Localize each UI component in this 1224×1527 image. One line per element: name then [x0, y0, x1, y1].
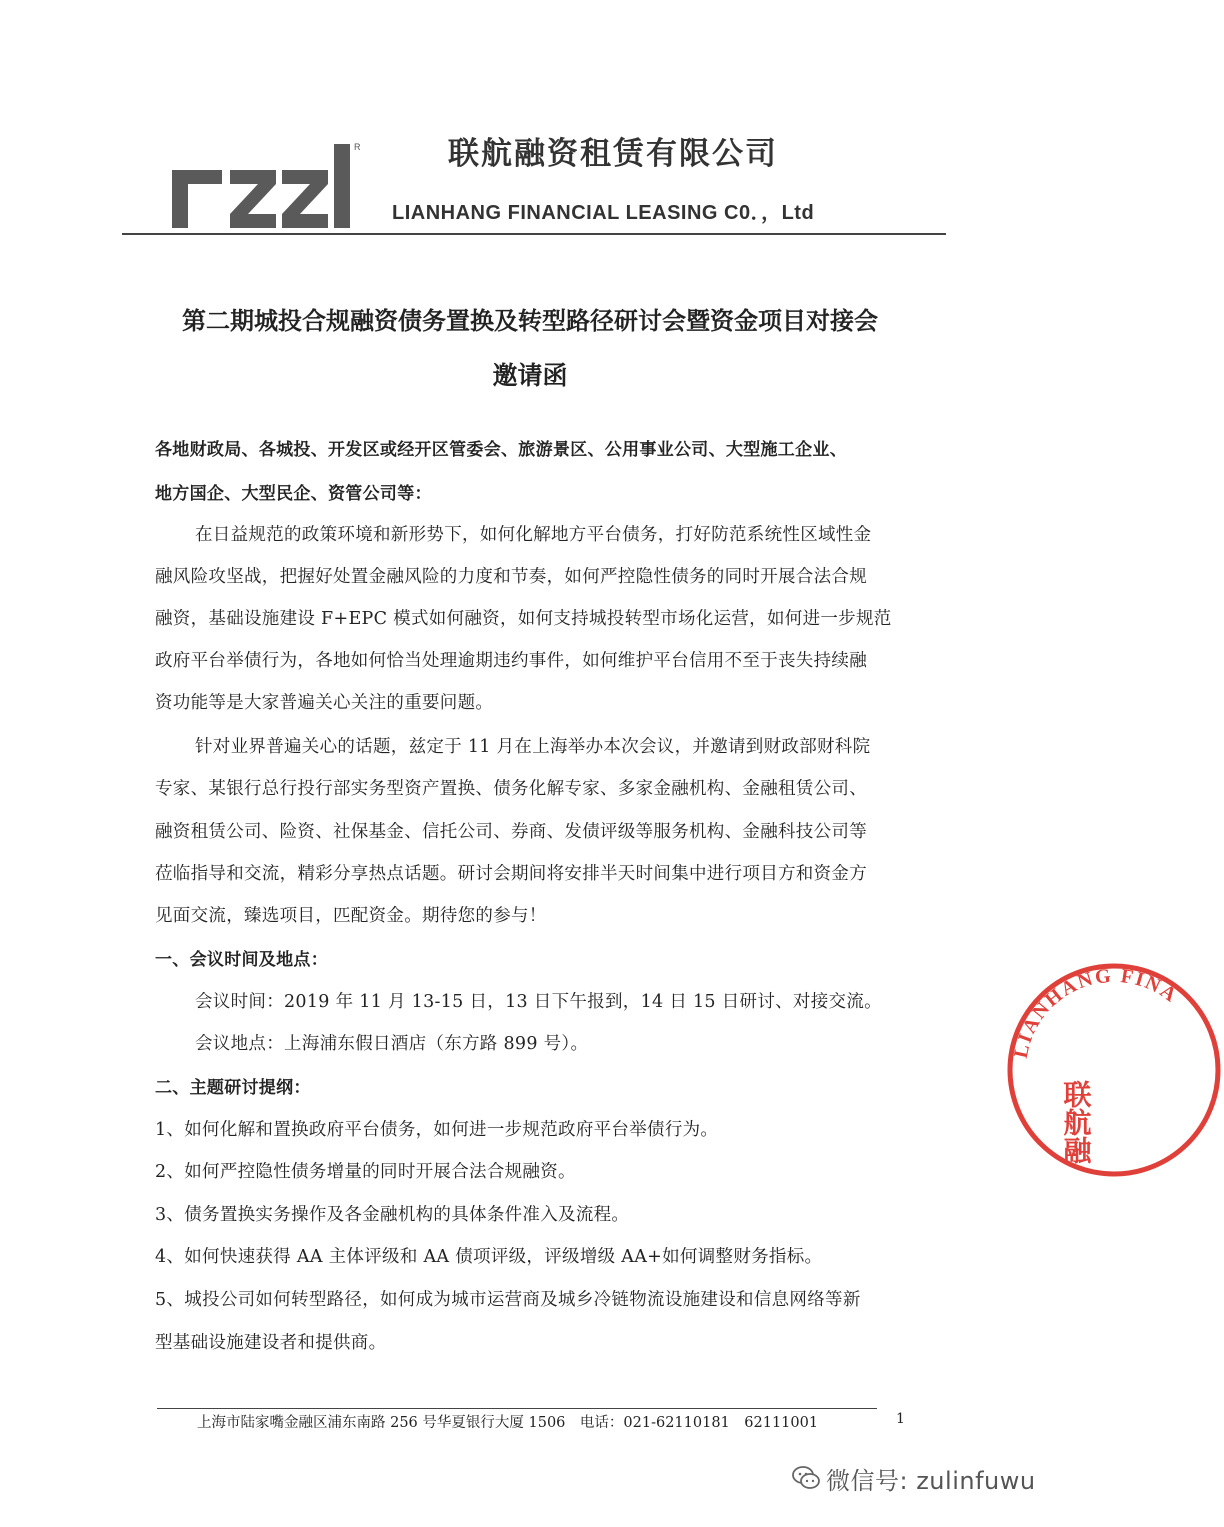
- wechat-watermark: [790, 1461, 1036, 1495]
- paragraph-2-line-1: 针对业界普遍关心的话题，兹定于 11 月在上海举办本次会议，并邀请到财政部财科院: [195, 737, 871, 757]
- paragraph-2-line-5: 见面交流，臻选项目，匹配资金。期待您的参与！: [155, 906, 547, 926]
- rzzl-logo: [172, 140, 362, 232]
- topic-item-4: 4、如何快速获得 AA 主体评级和 AA 债项评级，评级增级 AA+如何调整财务指标。: [155, 1247, 823, 1267]
- topic-item-2: 2、如何严控隐性债务增量的同时开展合法合规融资。: [155, 1162, 576, 1182]
- topic-item-3: 3、债务置换实务操作及各金融机构的具体条件准入及流程。: [155, 1205, 630, 1225]
- svg-text:联航融: 联航融: [1059, 1080, 1093, 1164]
- header-divider: [122, 233, 946, 235]
- paragraph-1-line-3: 融资，基础设施建设 F+EPC 模式如何融资，如何支持城投转型市场化运营，如何进一步规范: [155, 609, 892, 629]
- section-heading-2: 二、主题研讨提纲：: [155, 1078, 311, 1098]
- svg-text:LIANHANG FINA: LIANHANG FINA: [1009, 964, 1182, 1061]
- footer-address: 上海市陆家嘴金融区浦东南路 256 号华夏银行大厦 1506 电话：021-62110181 62111001: [197, 1415, 819, 1431]
- addressee-line-2: 地方国企、大型民企、资管公司等：: [155, 484, 432, 504]
- paragraph-1-line-5: 资功能等是大家普遍关心关注的重要问题。: [155, 693, 494, 713]
- document-subtitle: 邀请函: [492, 361, 568, 390]
- topic-item-1: 1、如何化解和置换政府平台债务，如何进一步规范政府平台举债行为。: [155, 1120, 719, 1140]
- paragraph-2-line-3: 融资租赁公司、险资、社保基金、信托公司、券商、发债评级等服务机构、金融科技公司等: [155, 822, 867, 842]
- meeting-time: 会议时间：2019 年 11 月 13-15 日，13 日下午报到，14 日 15 日研讨、对接交流。: [195, 992, 882, 1012]
- addressee-line-1: 各地财政局、各城投、开发区或经开区管委会、旅游景区、公用事业公司、大型施工企业、: [155, 440, 847, 460]
- paragraph-2-line-2: 专家、某银行总行投行部实务型资产置换、债务化解专家、多家金融机构、金融租赁公司、: [155, 779, 867, 799]
- paragraph-1-line-2: 融风险攻坚战，把握好处置金融风险的力度和节奏，如何严控隐性债务的同时开展合法合规: [155, 567, 867, 587]
- page-number: 1: [896, 1411, 905, 1427]
- company-seal: [1004, 960, 1224, 1180]
- section-heading-1: 一、会议时间及地点：: [155, 950, 328, 970]
- company-name-cn: 联航融资租赁有限公司: [448, 136, 778, 172]
- topic-item-5-line-2: 型基础设施建设者和提供商。: [155, 1333, 387, 1353]
- registered-mark: R: [354, 142, 361, 152]
- document-title: 第二期城投合规融资债务置换及转型路径研讨会暨资金项目对接会: [182, 307, 878, 335]
- footer-divider: [157, 1408, 877, 1409]
- company-name-en: LIANHANG FINANCIAL LEASING C0．，Ltd: [392, 202, 815, 224]
- paragraph-2-line-4: 莅临指导和交流，精彩分享热点话题。研讨会期间将安排半天时间集中进行项目方和资金方: [155, 864, 867, 884]
- paragraph-1-line-1: 在日益规范的政策环境和新形势下，如何化解地方平台债务，打好防范系统性区域性金: [195, 525, 872, 545]
- topic-item-5-line-1: 5、城投公司如何转型路径，如何成为城市运营商及城乡冷链物流设施建设和信息网络等新: [155, 1290, 861, 1310]
- meeting-location: 会议地点：上海浦东假日酒店（东方路 899 号）。: [195, 1034, 589, 1054]
- paragraph-1-line-4: 政府平台举债行为，各地如何恰当处理逾期违约事件，如何维护平台信用不至于丧失持续融: [155, 651, 867, 671]
- wechat-icon: [790, 1462, 822, 1494]
- watermark-text: 微信号: zulinfuwu: [826, 1466, 1036, 1495]
